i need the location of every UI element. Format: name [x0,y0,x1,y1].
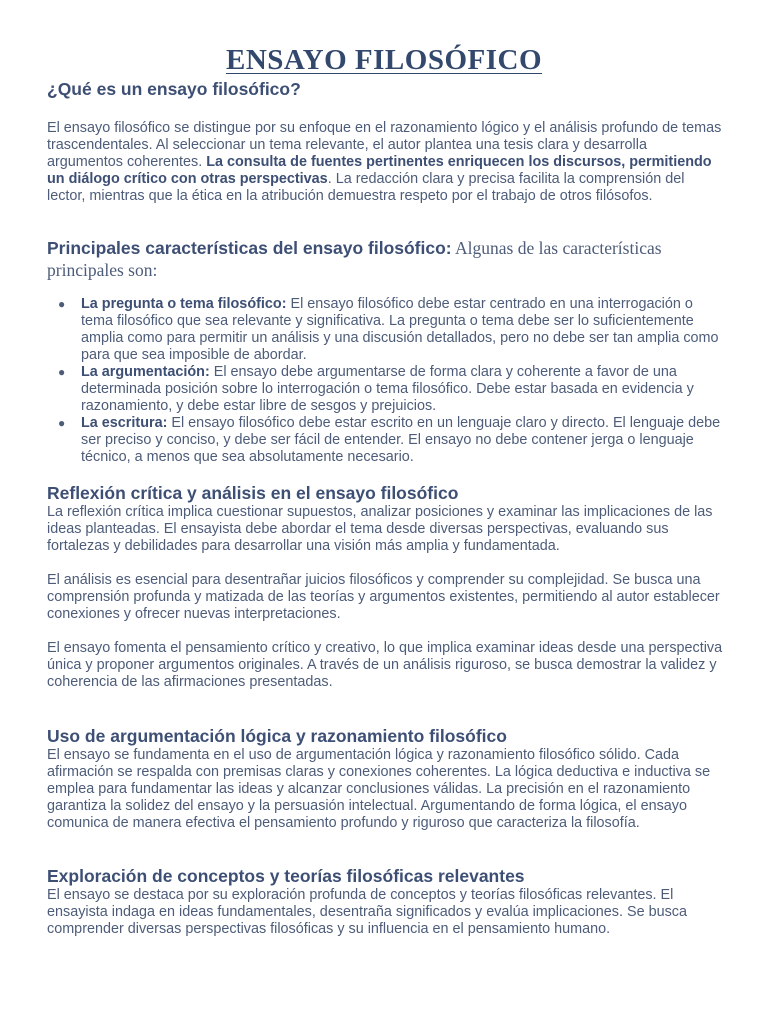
section-heading-tail: Algunas de las características principales son: [47,238,662,280]
paragraph: El ensayo se destaca por su exploración profunda de conceptos y teorías filosóficas relevantes. El ensayista indaga en ideas fundamentales, desentraña significados y evalúa implicaciones. Se busca comprender diversas perspectivas filosóficas y su influencia en el pensamiento humano. [47,887,687,937]
paragraph: La reflexión crítica implica cuestionar supuestos, analizar posiciones y examinar las implicaciones de las ideas planteadas. El ensayista debe abordar el tema desde diversas perspectivas, evaluando sus fortalezas y debilidades para desarrollar una visión más amplia y fundamentada. [47,504,713,554]
section-concepts-theories [47,865,723,938]
paragraph [47,120,723,205]
section-heading: ¿Qué es un ensayo filosófico? [47,79,301,99]
section-critical-reflection [47,482,723,691]
paragraph: El ensayo se fundamenta en el uso de argumentación lógica y razonamiento filosófico sólido. Cada afirmación se respalda con premisas claras y conexiones coherentes. La lógica deductiva e inductiva se emplea para fundamentar las ideas y alcanzar conclusiones válidas. La precisión en el razonamiento garantiza la solidez del ensayo y la persuasión intelectual. Argumentando de forma lógica, el ensayo comunica de manera efectiva el pensamiento profundo y riguroso que caracteriza la filosofía. [47,747,711,831]
list-item-text: El ensayo filosófico debe estar centrado en una interrogación o tema filosófico que sea relevante y significativa. La pregunta o tema debe ser lo suficientemente amplia como para permitir un análisis y una discusión detallados, pero no debe ser tan amplia como para que sea imposible de abordar. [81,296,719,363]
list-item [47,364,723,415]
list-item [47,296,723,364]
section-heading-text: Principales características del ensayo filosófico: [47,238,452,258]
document-title: ENSAYO FILOSÓFICO [225,44,543,76]
bullet-icon: ● [58,365,66,379]
paragraph-bold-text: La consulta de fuentes pertinentes enriquecen los discursos, permitiendo un diálogo crítico con otras perspectivas [47,154,712,187]
section-heading [47,237,723,281]
section-heading: Reflexión crítica y análisis en el ensayo filosófico [47,483,459,503]
list-item-label: La argumentación: [81,364,210,380]
characteristics-list [47,296,723,466]
list-item-label: La pregunta o tema filosófico: [81,296,287,312]
paragraph-text: . La redacción clara y precisa facilita la comprensión del lector, mientras que la ética en la atribución demuestra respeto por el trabajo de otros filósofos. [47,171,685,204]
list-item-label: La escritura: [81,415,168,431]
section-logical-argumentation [47,725,723,832]
bullet-icon: ● [58,297,66,311]
section-heading: Exploración de conceptos y teorías filosóficas relevantes [47,866,525,886]
section-what-is [47,78,723,205]
bullet-icon: ● [58,416,66,430]
section-characteristics [47,237,723,466]
list-item-text: El ensayo debe argumentarse de forma clara y coherente a favor de una determinada posición sobre lo interrogación o tema filosófico. Debe estar basada en evidencia y razonamiento, y debe estar libre de sesgos y prejuicios. [81,364,694,414]
list-item-text: El ensayo filosófico debe estar escrito en un lenguaje claro y directo. El lenguaje debe ser preciso y conciso, y debe ser fácil de entender. El ensayo no debe contener jerga o lenguaje técnico, a menos que sea absolutamente necesario. [81,415,721,465]
paragraph-text: El ensayo filosófico se distingue por su enfoque en el razonamiento lógico y el análisis profundo de temas trascendentales. Al seleccionar un tema relevante, el autor plantea una tesis clara y desarrolla argumentos coherentes. [47,120,722,170]
section-heading: Uso de argumentación lógica y razonamiento filosófico [47,726,507,746]
list-item [47,415,723,466]
paragraph: El análisis es esencial para desentrañar juicios filosóficos y comprender su complejidad. Se busca una comprensión profunda y matizada de las teorías y argumentos existentes, permitiendo al autor establecer conexiones y ofrecer nuevas interpretaciones. [47,572,720,622]
paragraph: El ensayo fomenta el pensamiento crítico y creativo, lo que implica examinar ideas desde una perspectiva única y proponer argumentos originales. A través de un análisis riguroso, se busca demostrar la validez y coherencia de las afirmaciones presentadas. [47,640,723,690]
